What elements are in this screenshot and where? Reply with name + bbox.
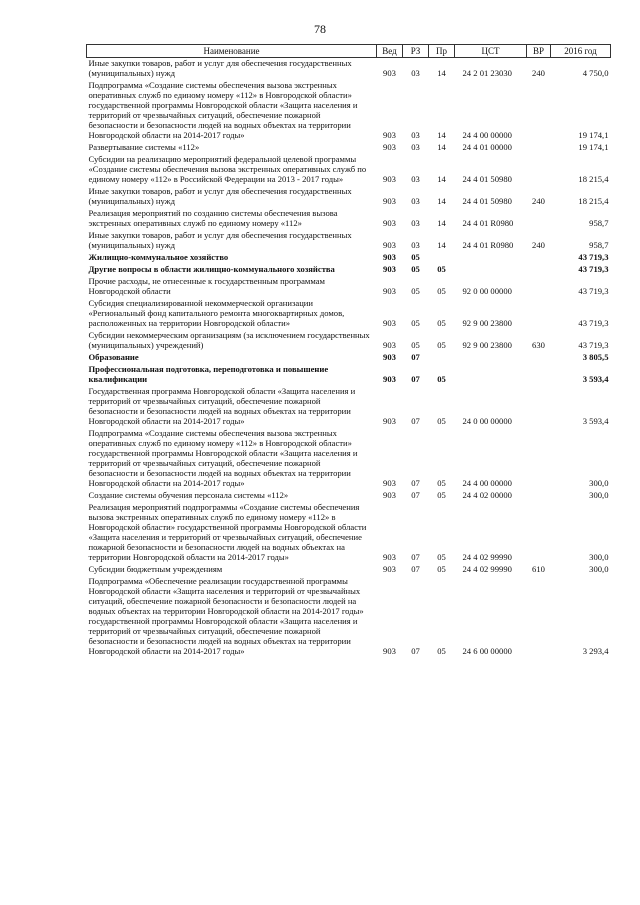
- row-vr: 610: [532, 564, 545, 574]
- table-row: [87, 428, 611, 490]
- table-row: [87, 276, 611, 298]
- row-ved: 903: [383, 646, 396, 656]
- row-ved: 903: [383, 264, 396, 274]
- row-ved: 903: [383, 352, 396, 362]
- row-sum: 3 593,4: [582, 416, 609, 426]
- row-pr: 05: [437, 646, 446, 656]
- row-cst: 24 4 02 00000: [462, 490, 512, 500]
- row-rz: 07: [411, 416, 420, 426]
- row-sum: 43 719,3: [578, 252, 609, 262]
- row-vr: 240: [532, 196, 545, 206]
- row-cst: 24 6 00 00000: [462, 646, 512, 656]
- row-rz: 07: [411, 490, 420, 500]
- row-vr: [527, 576, 551, 658]
- row-sum: 300,0: [589, 490, 609, 500]
- header-pr: Пр: [429, 45, 455, 58]
- row-vr: [527, 80, 551, 142]
- row-ved: 903: [383, 252, 396, 262]
- row-name: Субсидия специализированной некоммерческой организации «Региональный фонд капитального ремонта многоквартирных домов, расположенных на территории Новгородской области»: [88, 298, 345, 328]
- table-row: [87, 154, 611, 186]
- row-sum: 300,0: [589, 552, 609, 562]
- row-cst: 24 4 00 00000: [462, 478, 512, 488]
- row-ved: 903: [383, 240, 396, 250]
- row-rz: 03: [411, 240, 420, 250]
- row-cst: 24 4 02 99990: [462, 552, 512, 562]
- header-vr: ВР: [527, 45, 551, 58]
- row-vr: [527, 386, 551, 428]
- row-sum: 958,7: [589, 218, 609, 228]
- row-pr: 05: [437, 478, 446, 488]
- row-sum: 43 719,3: [578, 286, 609, 296]
- row-sum: 4 750,0: [582, 68, 609, 78]
- row-rz: 05: [411, 264, 420, 274]
- row-vr: [527, 142, 551, 154]
- row-name: Создание системы обучения персонала системы «112»: [88, 490, 289, 500]
- row-vr: [527, 490, 551, 502]
- row-cst: 24 4 01 R0980: [462, 240, 514, 250]
- row-rz: 03: [411, 218, 420, 228]
- row-ved: 903: [383, 286, 396, 296]
- row-cst: 24 2 01 23030: [462, 68, 512, 78]
- row-name: Субсидии некоммерческим организациям (за исключением государственных (муниципальных) учреждений): [88, 330, 370, 350]
- row-pr: 14: [437, 130, 446, 140]
- row-ved: 903: [383, 218, 396, 228]
- row-name: Подпрограмма «Создание системы обеспечения вызова экстренных оперативных служб по единому номеру «112» в Новгородской области» государственной программы Новгородской области «Защита населения и территорий от чрезвычайных ситуаций, обеспечение пожарной безопасности и безопасности людей на водных объектах на территории Новгородской области на 2014-2017 годы»: [88, 80, 358, 140]
- header-name: Наименование: [87, 45, 377, 58]
- row-sum: 18 215,4: [578, 196, 609, 206]
- row-vr: [527, 352, 551, 364]
- table-row: [87, 330, 611, 352]
- row-pr: 05: [437, 286, 446, 296]
- row-rz: 05: [411, 318, 420, 328]
- row-sum: 958,7: [589, 240, 609, 250]
- row-sum: 43 719,3: [578, 264, 609, 274]
- row-ved: 903: [383, 374, 396, 384]
- table-row: [87, 264, 611, 276]
- row-pr: 14: [437, 196, 446, 206]
- row-cst: 92 0 00 00000: [462, 286, 512, 296]
- row-cst: 24 0 00 00000: [462, 416, 512, 426]
- row-name: Реализация мероприятий подпрограммы «Создание системы обеспечения вызова экстренных оперативных служб по единому номеру «112» в Новгородской области» государственной программы Новгородской области «Защита населения и территорий от чрезвычайных ситуаций, обеспечение пожарной безопасности и безопасности людей на водных объектах на территории Новгородской области на 2014-2017 годы»: [88, 502, 367, 562]
- table-row: [87, 142, 611, 154]
- table-row: [87, 252, 611, 264]
- row-vr: [527, 208, 551, 230]
- row-name: Реализация мероприятий по созданию системы обеспечения вызова экстренных оперативных служб по единому номеру «112»: [88, 208, 338, 228]
- table-row: [87, 564, 611, 576]
- row-vr: [527, 298, 551, 330]
- row-rz: 05: [411, 252, 420, 262]
- row-ved: 903: [383, 174, 396, 184]
- row-name: Профессиональная подготовка, переподготовка и повышение квалификации: [88, 364, 329, 384]
- row-vr: 240: [532, 68, 545, 78]
- row-cst: 24 4 01 R0980: [462, 218, 514, 228]
- table-header: [87, 45, 611, 58]
- row-name: Субсидии бюджетным учреждениям: [88, 564, 223, 574]
- header-cst: ЦСТ: [455, 45, 527, 58]
- row-pr: 14: [437, 218, 446, 228]
- row-ved: 903: [383, 68, 396, 78]
- table-row: [87, 298, 611, 330]
- row-pr: 05: [437, 340, 446, 350]
- table-row: [87, 502, 611, 564]
- row-pr: 05: [437, 490, 446, 500]
- row-name: Другие вопросы в области жилищно-коммунального хозяйства: [88, 264, 335, 274]
- table-body: [87, 58, 611, 659]
- table-row: [87, 364, 611, 386]
- row-pr: 05: [437, 318, 446, 328]
- row-name: Иные закупки товаров, работ и услуг для обеспечения государственных (муниципальных) нужд: [88, 58, 352, 78]
- row-sum: 19 174,1: [578, 130, 609, 140]
- header-ved: Вед: [377, 45, 403, 58]
- row-cst: 92 9 00 23800: [462, 340, 512, 350]
- row-pr: [429, 252, 455, 264]
- header-rz: РЗ: [403, 45, 429, 58]
- row-sum: 19 174,1: [578, 142, 609, 152]
- row-rz: 07: [411, 564, 420, 574]
- row-name: Иные закупки товаров, работ и услуг для обеспечения государственных (муниципальных) нужд: [88, 186, 352, 206]
- table-row: [87, 490, 611, 502]
- row-cst: [455, 364, 527, 386]
- row-pr: 14: [437, 68, 446, 78]
- row-rz: 05: [411, 286, 420, 296]
- row-cst: 24 4 00 00000: [462, 130, 512, 140]
- row-pr: 14: [437, 142, 446, 152]
- row-cst: [455, 352, 527, 364]
- row-vr: [527, 276, 551, 298]
- row-name: Государственная программа Новгородской области «Защита населения и территорий от чрезвычайных ситуаций, обеспечение пожарной безопасности и безопасности людей на водных объектах на территории Новгородской области на 2014-2017 годы»: [88, 386, 356, 426]
- table-row: [87, 230, 611, 252]
- table-row: [87, 186, 611, 208]
- row-pr: 14: [437, 240, 446, 250]
- row-ved: 903: [383, 478, 396, 488]
- row-sum: 3 593,4: [582, 374, 609, 384]
- row-rz: 07: [411, 552, 420, 562]
- row-vr: [527, 502, 551, 564]
- row-rz: 03: [411, 68, 420, 78]
- row-rz: 07: [411, 646, 420, 656]
- row-ved: 903: [383, 564, 396, 574]
- row-rz: 03: [411, 130, 420, 140]
- row-name: Подпрограмма «Обеспечение реализации государственной программы Новгородской области «Защита населения и территорий от чрезвычайных ситуаций, обеспечение пожарной безопасности и безопасности людей на водных объектах на территории Новгородской области на 2014-2017 годы» государственной программы Новгородской области «Защита населения и территорий от чрезвычайных ситуаций, обеспечение пожарной безопасности и безопасности людей на водных объектах на территории Новгородской области на 2014-2017 годы»: [88, 576, 364, 656]
- row-rz: 07: [411, 478, 420, 488]
- table-row: [87, 58, 611, 81]
- row-name: Субсидии на реализацию мероприятий федеральной целевой программы «Создание системы обеспечения вызова экстренных оперативных служб по единому номеру «112» в Российской Федерации на 2013 - 2017 годы»: [88, 154, 367, 184]
- row-vr: [527, 428, 551, 490]
- row-cst: 24 4 02 99990: [462, 564, 512, 574]
- row-sum: 300,0: [589, 478, 609, 488]
- row-vr: 630: [532, 340, 545, 350]
- row-pr: [429, 352, 455, 364]
- row-cst: [455, 264, 527, 276]
- row-ved: 903: [383, 142, 396, 152]
- row-cst: 92 9 00 23800: [462, 318, 512, 328]
- row-sum: 18 215,4: [578, 174, 609, 184]
- row-rz: 03: [411, 174, 420, 184]
- row-vr: [527, 252, 551, 264]
- row-vr: [527, 154, 551, 186]
- row-ved: 903: [383, 490, 396, 500]
- row-pr: 05: [437, 552, 446, 562]
- row-sum: 43 719,3: [578, 318, 609, 328]
- row-ved: 903: [383, 196, 396, 206]
- row-pr: 14: [437, 174, 446, 184]
- row-ved: 903: [383, 552, 396, 562]
- row-pr: 05: [437, 416, 446, 426]
- row-name: Развертывание системы «112»: [88, 142, 200, 152]
- budget-table: [86, 44, 611, 658]
- row-cst: 24 4 01 50980: [462, 174, 512, 184]
- row-ved: 903: [383, 318, 396, 328]
- row-sum: 3 805,5: [582, 352, 609, 362]
- row-pr: 05: [437, 564, 446, 574]
- row-name: Образование: [88, 352, 139, 362]
- row-rz: 07: [411, 374, 420, 384]
- table-row: [87, 386, 611, 428]
- row-rz: 03: [411, 142, 420, 152]
- row-name: Иные закупки товаров, работ и услуг для обеспечения государственных (муниципальных) нужд: [88, 230, 352, 250]
- row-ved: 903: [383, 416, 396, 426]
- header-sum: 2016 год: [551, 45, 611, 58]
- table-row: [87, 80, 611, 142]
- row-rz: 05: [411, 340, 420, 350]
- row-cst: 24 4 01 00000: [462, 142, 512, 152]
- table-row: [87, 352, 611, 364]
- row-name: Прочие расходы, не отнесенные к государственным программам Новгородской области: [88, 276, 325, 296]
- table-row: [87, 208, 611, 230]
- row-pr: 05: [437, 264, 446, 274]
- page-number: 78: [314, 22, 326, 36]
- row-rz: 07: [411, 352, 420, 362]
- row-rz: 03: [411, 196, 420, 206]
- row-pr: 05: [437, 374, 446, 384]
- row-ved: 903: [383, 340, 396, 350]
- row-name: Жилищно-коммунальное хозяйство: [88, 252, 229, 262]
- row-name: Подпрограмма «Создание системы обеспечения вызова экстренных оперативных служб по единому номеру «112» в Новгородской области» государственной программы Новгородской области «Защита населения и территорий от чрезвычайных ситуаций, обеспечение пожарной безопасности и безопасности людей на водных объектах на территории Новгородской области на 2014-2017 годы»: [88, 428, 358, 488]
- row-vr: [527, 364, 551, 386]
- row-sum: 43 719,3: [578, 340, 609, 350]
- row-vr: 240: [532, 240, 545, 250]
- table-row: [87, 576, 611, 658]
- row-ved: 903: [383, 130, 396, 140]
- row-sum: 300,0: [589, 564, 609, 574]
- row-sum: 3 293,4: [582, 646, 609, 656]
- row-cst: [455, 252, 527, 264]
- row-vr: [527, 264, 551, 276]
- row-cst: 24 4 01 50980: [462, 196, 512, 206]
